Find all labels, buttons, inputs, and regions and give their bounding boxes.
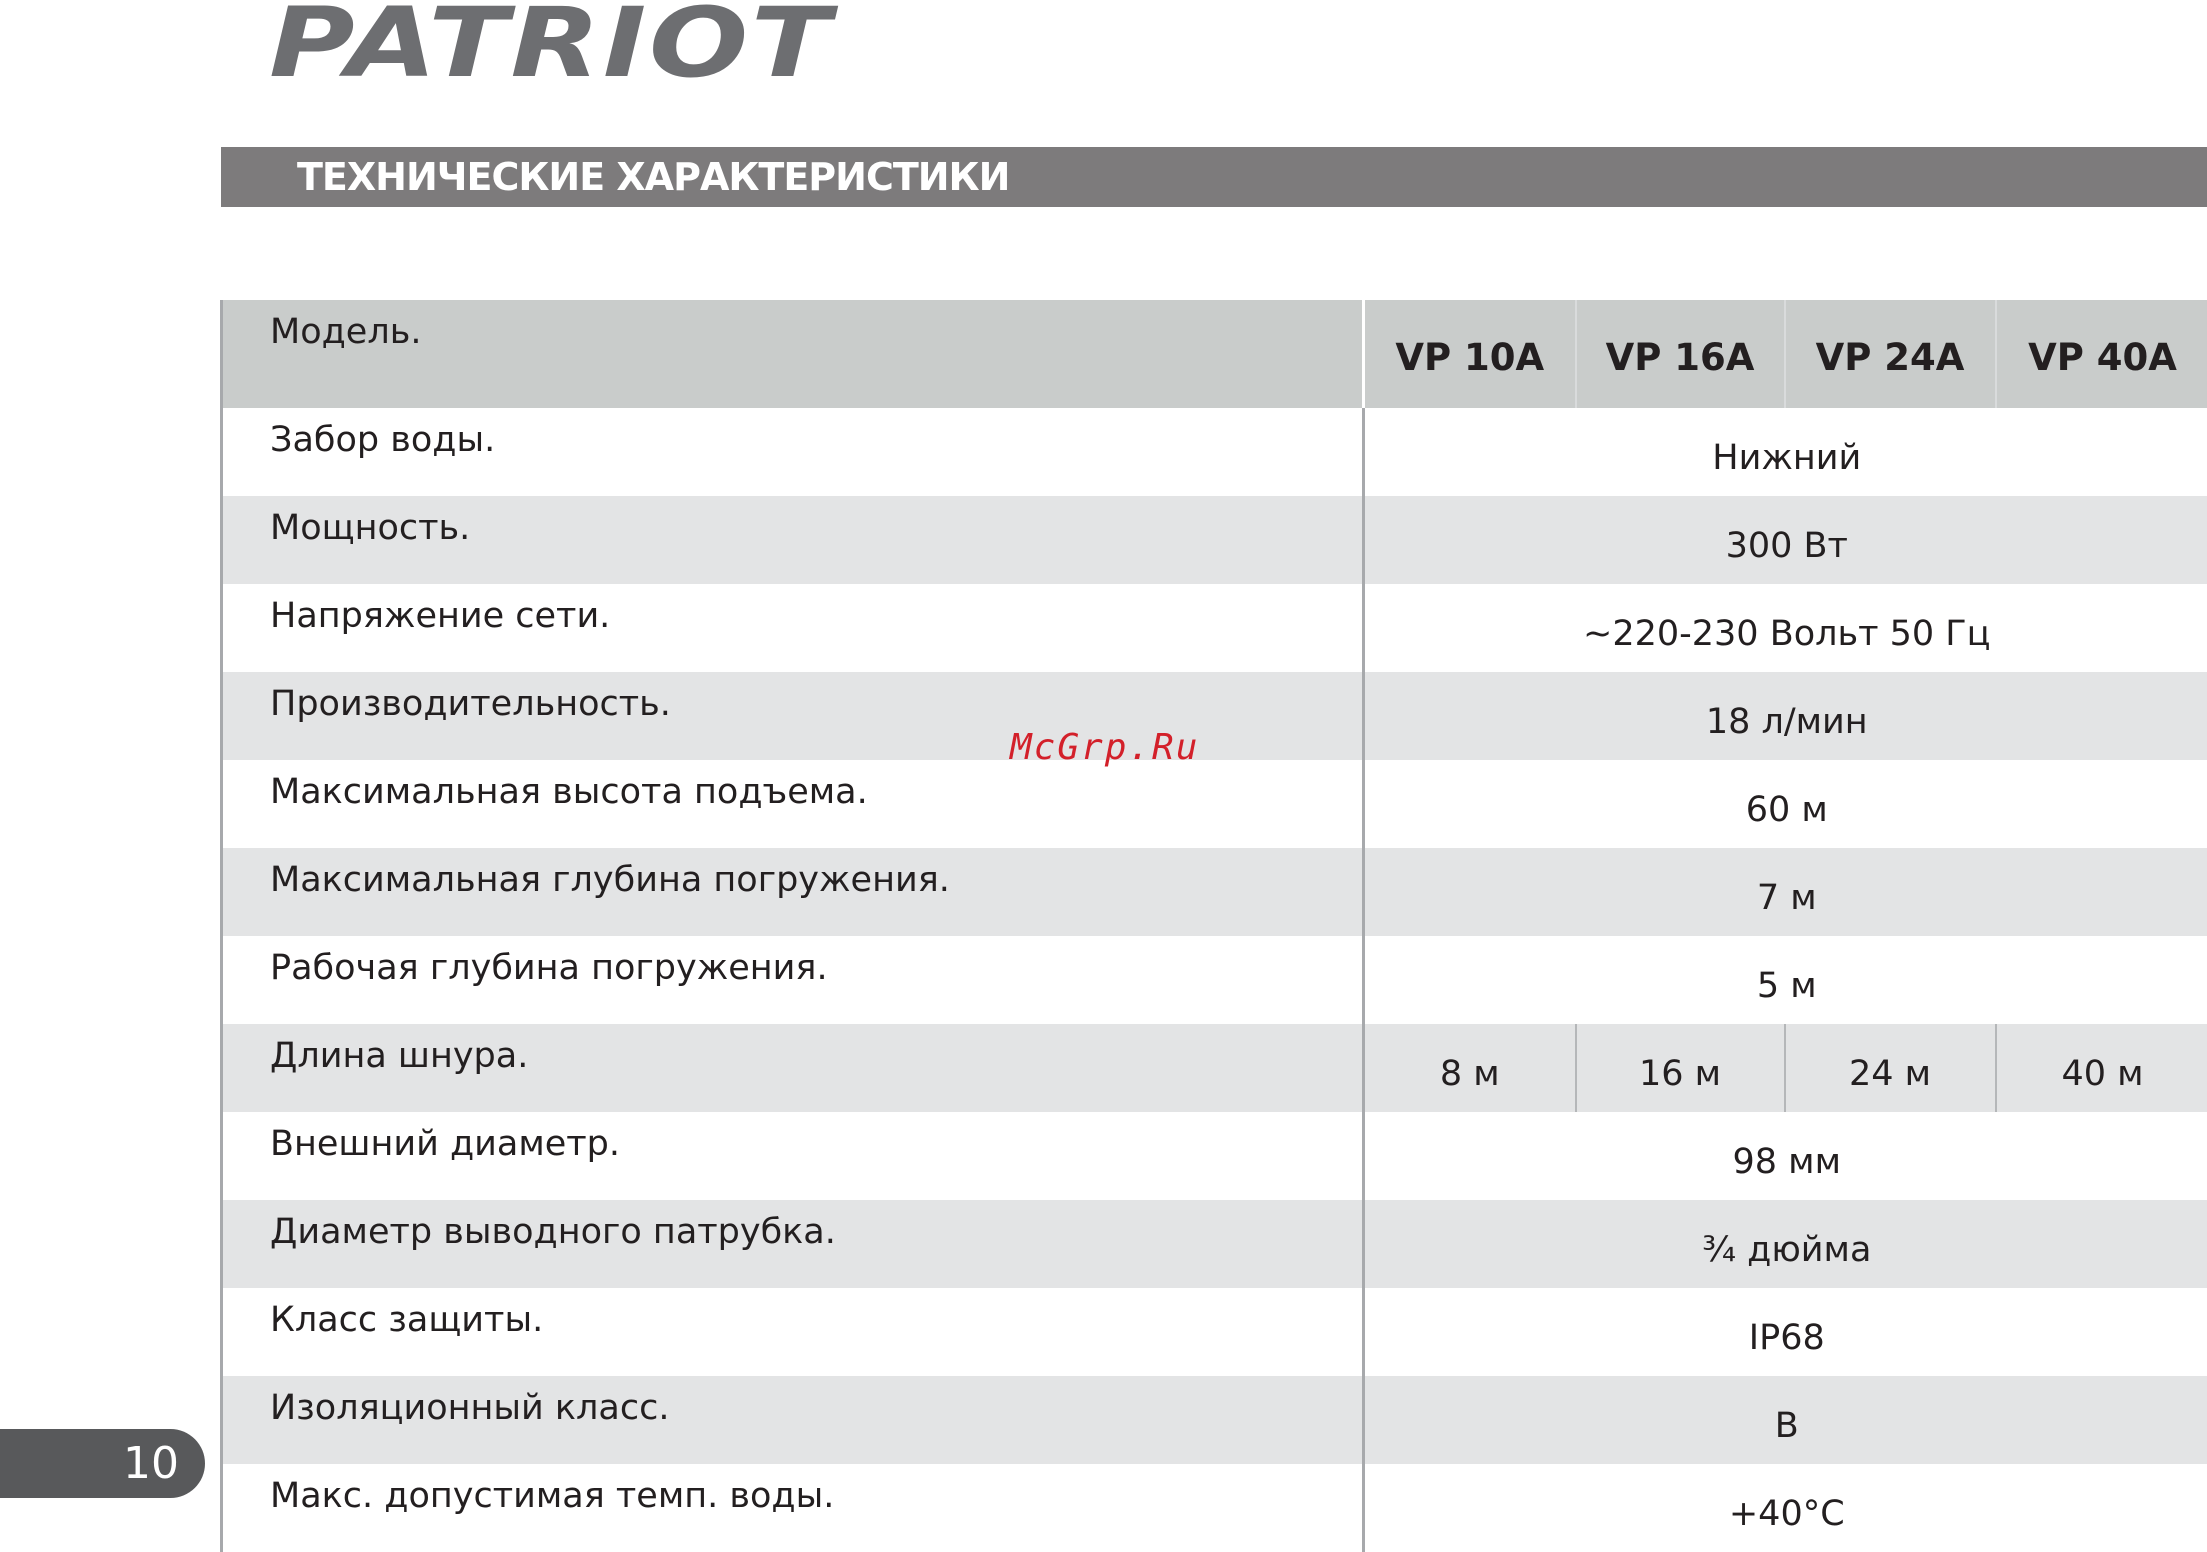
section-header [221, 147, 2207, 207]
cord-length-value: 40 м [1996, 1024, 2207, 1112]
row-value: 5 м [1364, 936, 2207, 1024]
table-row [222, 408, 2207, 496]
cord-length-value: 24 м [1785, 1024, 1996, 1112]
table-row [222, 1200, 2207, 1288]
row-value: ¾ дюйма [1364, 1200, 2207, 1288]
row-label: Внешний диаметр. [222, 1112, 1364, 1200]
brand-logo [265, 4, 840, 84]
row-label: Максимальная глубина погружения. [222, 848, 1364, 936]
model-header: VP 16A [1576, 300, 1785, 408]
cord-length-value: 8 м [1364, 1024, 1576, 1112]
table-row [222, 496, 2207, 584]
row-value: IP68 [1364, 1288, 2207, 1376]
table-row [222, 1288, 2207, 1376]
row-value: B [1364, 1376, 2207, 1464]
page-number-tab [0, 1429, 205, 1498]
patriot-logo-icon [265, 4, 840, 84]
table-row [222, 1112, 2207, 1200]
page-number: 10 [123, 1438, 179, 1489]
table-row [222, 848, 2207, 936]
row-value: 7 м [1364, 848, 2207, 936]
table-row [222, 1024, 2207, 1112]
model-header: VP 40A [1996, 300, 2207, 408]
row-value: ~220-230 Вольт 50 Гц [1364, 584, 2207, 672]
header-label: Модель. [222, 300, 1364, 408]
table-row [222, 1376, 2207, 1464]
table-row [222, 672, 2207, 760]
row-label: Забор воды. [222, 408, 1364, 496]
row-label: Макс. допустимая темп. воды. [222, 1464, 1364, 1552]
row-label: Класс защиты. [222, 1288, 1364, 1376]
watermark: McGrp.Ru [1010, 727, 1199, 768]
row-label: Мощность. [222, 496, 1364, 584]
row-value: +40°C [1364, 1464, 2207, 1552]
row-value: 18 л/мин [1364, 672, 2207, 760]
svg-text:PATRIOT: PATRIOT [269, 4, 839, 84]
table-row [222, 584, 2207, 672]
row-value: 300 Вт [1364, 496, 2207, 584]
row-value: 60 м [1364, 760, 2207, 848]
section-title: ТЕХНИЧЕСКИЕ ХАРАКТЕРИСТИКИ [297, 155, 1009, 199]
row-label: Производительность. [222, 672, 1364, 760]
row-label: Рабочая глубина погружения. [222, 936, 1364, 1024]
specifications-table [220, 300, 2207, 1552]
row-label: Изоляционный класс. [222, 1376, 1364, 1464]
row-value: 98 мм [1364, 1112, 2207, 1200]
model-header: VP 10A [1364, 300, 1576, 408]
table-row [222, 936, 2207, 1024]
table-row [222, 760, 2207, 848]
row-value: Нижний [1364, 408, 2207, 496]
row-label: Диаметр выводного патрубка. [222, 1200, 1364, 1288]
table-row [222, 1464, 2207, 1552]
model-header: VP 24A [1785, 300, 1996, 408]
row-label: Максимальная высота подъема. [222, 760, 1364, 848]
row-label: Длина шнура. [222, 1024, 1364, 1112]
cord-length-value: 16 м [1576, 1024, 1785, 1112]
table-header-row [222, 300, 2207, 408]
row-label: Напряжение сети. [222, 584, 1364, 672]
